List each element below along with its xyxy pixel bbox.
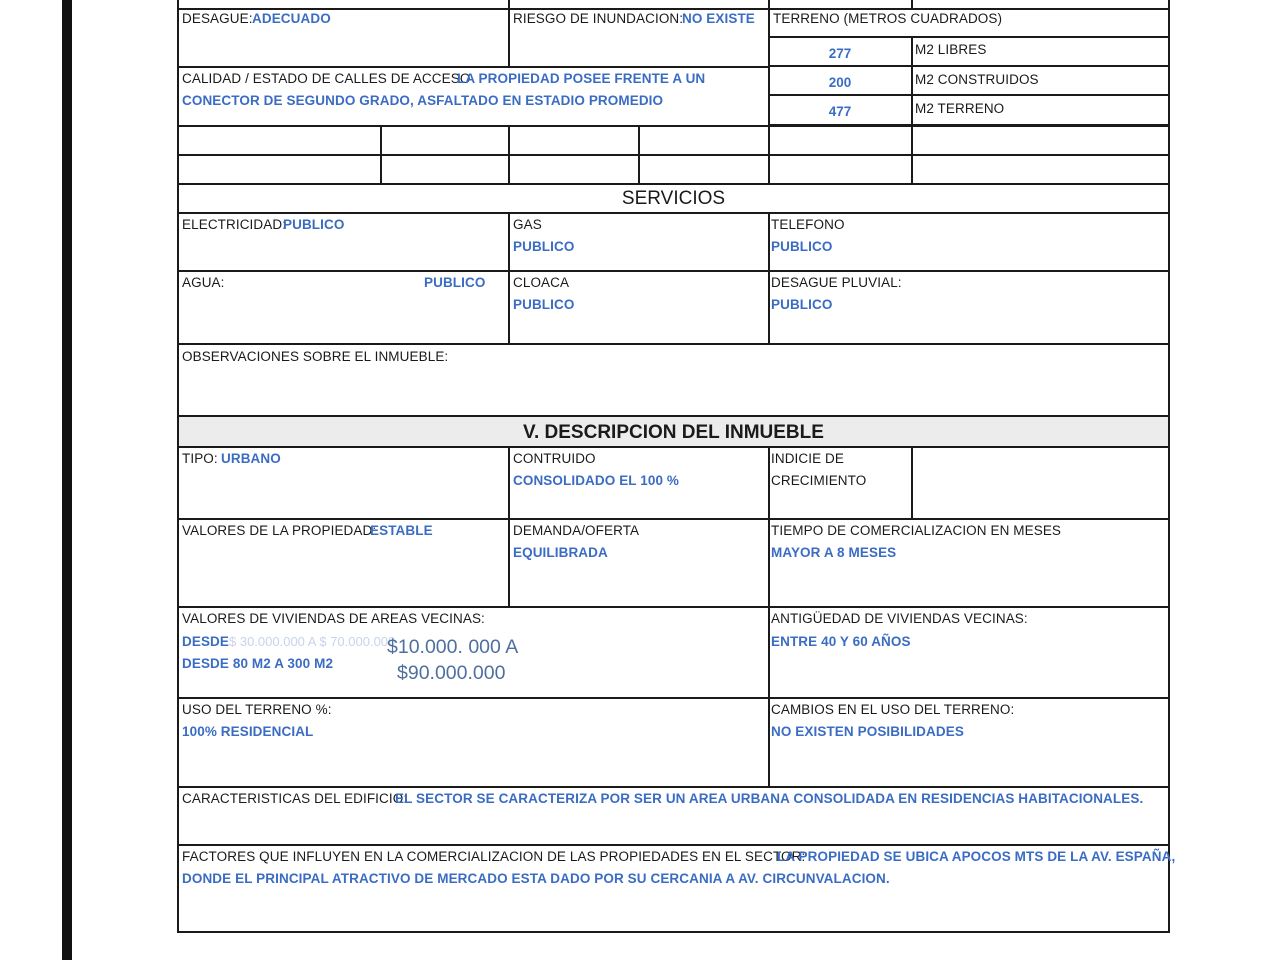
empty-row2-c5 bbox=[768, 154, 913, 185]
gas-cell bbox=[508, 212, 770, 272]
uso-cell bbox=[177, 697, 770, 788]
m2-terreno-value: 477 bbox=[828, 104, 852, 119]
gas-value: PUBLICO bbox=[513, 239, 575, 254]
telefono-value: PUBLICO bbox=[771, 239, 833, 254]
empty-row2-c6 bbox=[911, 154, 1170, 185]
vecinas-label: VALORES DE VIVIENDAS DE AREAS VECINAS: bbox=[182, 611, 485, 626]
riesgo-label: RIESGO DE INUNDACION: bbox=[513, 11, 684, 26]
m2-construidos-value: 200 bbox=[828, 75, 852, 90]
valores-cell bbox=[177, 518, 510, 608]
metros-header-cell bbox=[768, 8, 1170, 38]
construido-cell bbox=[508, 446, 770, 520]
empty-row1-c5 bbox=[768, 125, 913, 156]
pluvial-value: PUBLICO bbox=[771, 297, 833, 312]
telefono-label: TELEFONO bbox=[771, 217, 845, 232]
vecinas-ghost-text: $ 30.000.000 A $ 70.000.000 bbox=[229, 634, 396, 649]
tiempo-label: TIEMPO DE COMERCIALIZACION EN MESES bbox=[771, 523, 1062, 538]
calles-label: CALIDAD / ESTADO DE CALLES DE ACCESO bbox=[182, 71, 471, 86]
vecinas-value-line2: DESDE 80 M2 A 300 M2 bbox=[182, 656, 334, 671]
cloaca-cell bbox=[508, 270, 770, 345]
indice-cell bbox=[768, 446, 913, 520]
tipo-value: URBANO bbox=[221, 451, 281, 466]
empty-row2-c2 bbox=[380, 154, 510, 185]
cambios-label: CAMBIOS EN EL USO DEL TERRENO: bbox=[771, 702, 1015, 717]
valores-value: ESTABLE bbox=[370, 523, 433, 538]
factores-cell bbox=[177, 844, 1176, 933]
empty-row1-c3 bbox=[508, 125, 640, 156]
edificio-cell bbox=[177, 786, 1170, 846]
tipo-cell bbox=[177, 446, 510, 520]
observaciones-cell bbox=[177, 343, 1170, 417]
valores-label: VALORES DE LA PROPIEDAD: bbox=[182, 523, 377, 538]
cloaca-label: CLOACA bbox=[513, 275, 570, 290]
empty-row2-c1 bbox=[177, 154, 382, 185]
pluvial-label: DESAGUE PLUVIAL: bbox=[771, 275, 902, 290]
indice-label-line2: CRECIMIENTO bbox=[771, 473, 867, 488]
desague-cell bbox=[177, 8, 510, 68]
agua-label: AGUA: bbox=[182, 275, 225, 290]
desague-value: ADECUADO bbox=[252, 11, 331, 26]
gas-label: GAS bbox=[513, 217, 542, 232]
electricidad-label: ELECTRICIDAD: bbox=[182, 217, 287, 232]
antiguedad-value: ENTRE 40 Y 60 AÑOS bbox=[771, 634, 911, 649]
m2-terreno-value-cell bbox=[768, 94, 913, 126]
agua-value: PUBLICO bbox=[424, 275, 486, 290]
vecinas-cell bbox=[177, 606, 770, 699]
m2-libres-value: 277 bbox=[828, 46, 852, 61]
telefono-cell bbox=[768, 212, 1170, 272]
riesgo-cell bbox=[508, 8, 770, 68]
servicios-title: SERVICIOS bbox=[621, 188, 726, 209]
m2-libres-value-cell bbox=[768, 36, 913, 67]
cambios-value: NO EXISTEN POSIBILIDADES bbox=[771, 724, 964, 739]
m2-construidos-label-cell bbox=[911, 65, 1170, 96]
cambios-cell bbox=[768, 697, 1170, 788]
tiempo-value: MAYOR A 8 MESES bbox=[771, 545, 897, 560]
desague-label: DESAGUE: bbox=[182, 11, 253, 26]
m2-terreno-label: M2 TERRENO bbox=[915, 101, 1005, 116]
demanda-value: EQUILIBRADA bbox=[513, 545, 608, 560]
calles-value-line1: LA PROPIEDAD POSEE FRENTE A UN bbox=[457, 71, 706, 86]
antiguedad-cell bbox=[768, 606, 1170, 699]
electricidad-cell bbox=[177, 212, 510, 272]
demanda-cell bbox=[508, 518, 770, 608]
empty-row1-c4 bbox=[638, 125, 770, 156]
uso-value: 100% RESIDENCIAL bbox=[182, 724, 314, 739]
m2-libres-label-cell bbox=[911, 36, 1170, 67]
empty-row2-c4 bbox=[638, 154, 770, 185]
construido-value: CONSOLIDADO EL 100 % bbox=[513, 473, 680, 488]
m2-libres-label: M2 LIBRES bbox=[915, 42, 987, 57]
antiguedad-label: ANTIGÜEDAD DE VIVIENDAS VECINAS: bbox=[771, 611, 1028, 626]
observaciones-label: OBSERVACIONES SOBRE EL INMUEBLE: bbox=[182, 349, 449, 364]
m2-construidos-value-cell bbox=[768, 65, 913, 96]
tipo-label: TIPO: bbox=[182, 451, 218, 466]
construido-label: CONTRUIDO bbox=[513, 451, 596, 466]
empty-row2-c3 bbox=[508, 154, 640, 185]
empty-row1-c6 bbox=[911, 125, 1170, 156]
edificio-label: CARACTERISTICAS DEL EDIFICIO: bbox=[182, 791, 408, 806]
uso-label: USO DEL TERRENO %: bbox=[182, 702, 332, 717]
metros-header: TERRENO (METROS CUADRADOS) bbox=[773, 11, 1003, 26]
empty-row1-c2 bbox=[380, 125, 510, 156]
demanda-label: DEMANDA/OFERTA bbox=[513, 523, 640, 538]
edificio-value: EL SECTOR SE CARACTERIZA POR SER UN AREA URBANA CONSOLIDADA EN RESIDENCIAS HABITACIONALES. bbox=[395, 791, 1144, 806]
factores-value-line1: LA PROPIEDAD SE UBICA APOCOS MTS DE LA AV. ESPAÑA, bbox=[777, 849, 1176, 864]
m2-terreno-label-cell bbox=[911, 94, 1170, 126]
factores-value-line2: DONDE EL PRINCIPAL ATRACTIVO DE MERCADO ESTA DADO POR SU CERCANIA A AV. CIRCUNVALACION. bbox=[182, 871, 890, 886]
indice-label-line1: INDICIE DE bbox=[771, 451, 845, 466]
descripcion-title: V. DESCRIPCION DEL INMUEBLE bbox=[523, 422, 824, 443]
descripcion-header-cell bbox=[177, 415, 1170, 448]
calles-value-line2: CONECTOR DE SEGUNDO GRADO, ASFALTADO EN ESTADIO PROMEDIO bbox=[182, 93, 664, 108]
price-line1: $10.000. 000 A bbox=[387, 636, 519, 658]
electricidad-value: PUBLICO bbox=[283, 217, 345, 232]
pluvial-cell bbox=[768, 270, 1170, 345]
vecinas-value-line1: DESDE bbox=[182, 634, 230, 649]
calles-cell bbox=[177, 66, 770, 127]
tiempo-cell bbox=[768, 518, 1170, 608]
cloaca-value: PUBLICO bbox=[513, 297, 575, 312]
factores-label: FACTORES QUE INFLUYEN EN LA COMERCIALIZACION DE LAS PROPIEDADES EN EL SECTOR: bbox=[182, 849, 806, 864]
price-line2: $90.000.000 bbox=[397, 662, 506, 684]
empty-row1-c1 bbox=[177, 125, 382, 156]
riesgo-value: NO EXISTE bbox=[682, 11, 755, 26]
agua-cell bbox=[177, 270, 510, 345]
m2-construidos-label: M2 CONSTRUIDOS bbox=[915, 72, 1039, 87]
servicios-header-cell bbox=[177, 183, 1170, 214]
indice-value-cell bbox=[911, 446, 1170, 520]
